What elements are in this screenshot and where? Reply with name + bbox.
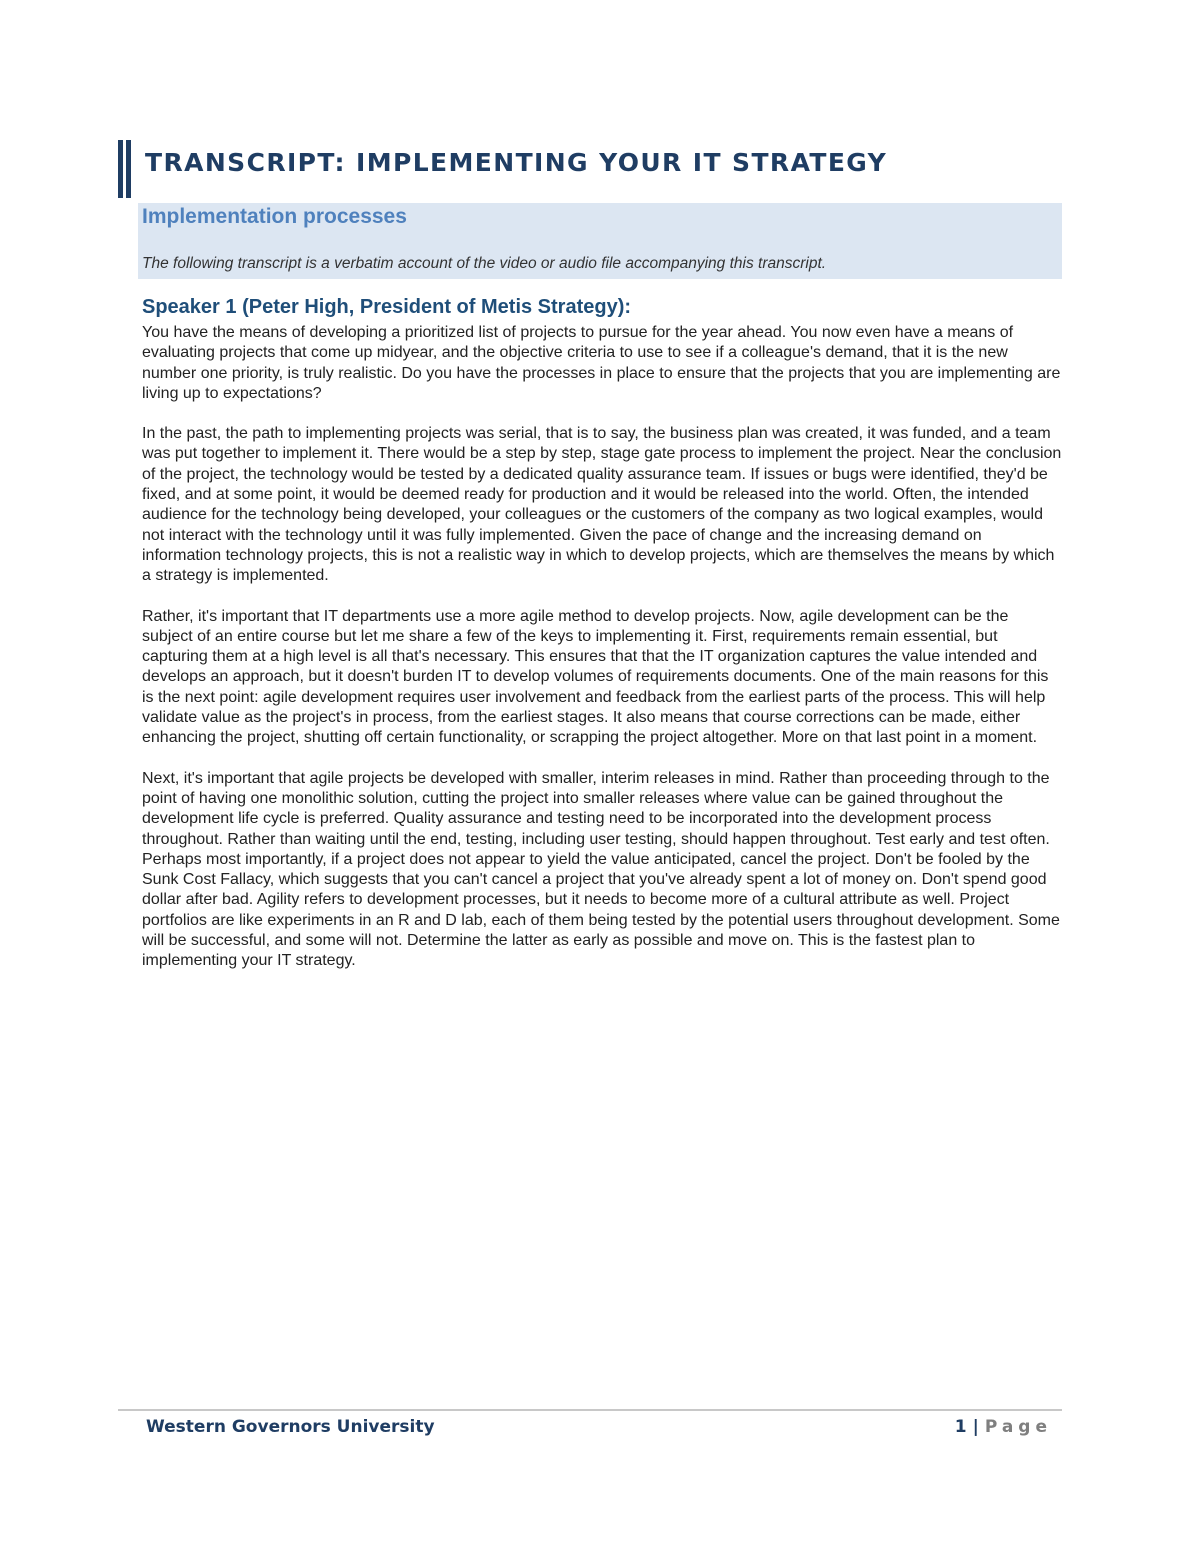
transcript-paragraph: Next, it's important that agile projects be developed with smaller, interim releases in mind. Rather than proceeding through to the point of having one monolithic solution, cutting the project into smaller releases where value can be gained throughout the development life cycle is preferred. Quality assurance and testing need to be incorporated into the development process throughout. Rather than waiting until the end, testing, including user testing, should happen throughout. Test early and test often. Perhaps most importantly, if a project does not appear to yield the value anticipated, cancel the project. Don't be fooled by the Sunk Cost Fallacy, which suggests that you can't cancel a project that you've already spent a lot of money on. Don't spend good dollar after bad. Agility refers to development processes, but it needs to become more of a cultural attribute as well. Project portfolios are like experiments in an R and D lab, each of them being tested by the potential users throughout development. Some will be successful, and some will not. Determine the latter as early as possible and move on. This is the fastest plan to implementing your IT strategy.	[142, 769, 1060, 970]
intro-note: The following transcript is a verbatim account of the video or audio file accompanying this transcript.	[142, 255, 827, 272]
document-title: TRANSCRIPT: IMPLEMENTING YOUR IT STRATEGY	[145, 148, 888, 177]
page-label: Page	[984, 1417, 1052, 1437]
footer-page-indicator	[955, 1417, 1052, 1437]
transcript-paragraph: You have the means of developing a prioritized list of projects to pursue for the year ahead. You now even have a means of evaluating projects that come up midyear, and the objective criteria to use to see if a colleague's demand, that it is the new number one priority, is truly realistic. Do you have the processes in place to ensure that the projects that you are implementing are living up to expectations?	[142, 324, 1061, 402]
title-accent-bars	[118, 140, 132, 198]
page-separator: |	[972, 1417, 979, 1437]
footer-organization: Western Governors University	[146, 1417, 435, 1437]
accent-bar	[126, 140, 131, 198]
transcript-body	[142, 323, 1062, 992]
transcript-paragraph: In the past, the path to implementing projects was serial, that is to say, the business plan was created, it was funded, and a team was put together to implement it. There would be a step by step, stage gate process to implement the project. Near the conclusion of the project, the technology would be tested by a dedicated quality assurance team. If issues or bugs were identified, they'd be fixed, and at some point, it would be deemed ready for production and it would be released into the world. Often, the intended audience for the technology being developed, your colleagues or the customers of the company as two logical examples, would not interact with the technology until it was fully implemented. Given the pace of change and the increasing demand on information technology projects, this is not a realistic way in which to develop projects, which are themselves the means by which a strategy is implemented.	[142, 425, 1062, 585]
section-heading: Implementation processes	[142, 205, 407, 228]
speaker-label: Speaker 1 (Peter High, President of Metis Strategy):	[142, 296, 632, 318]
transcript-paragraph: Rather, it's important that IT departments use a more agile method to develop projects. Now, agile development can be the subject of an entire course but let me share a few of the keys to implementing it. First, requirements remain essential, but capturing them at a high level is all that's necessary. This ensures that that the IT organization captures the value intended and develops an approach, but it doesn't burden IT to develop volumes of requirements documents. One of the main reasons for this is the next point: agile development requires user involvement and feedback from the earliest parts of the process. This will help validate value as the project's in process, from the earliest stages. It also means that course corrections can be made, either enhancing the project, shutting off certain functionality, or scrapping the project altogether. More on that last point in a moment.	[142, 607, 1049, 747]
page-number: 1	[954, 1417, 967, 1437]
section-banner	[138, 203, 1062, 279]
accent-bar	[118, 140, 123, 198]
footer-divider	[118, 1409, 1062, 1411]
